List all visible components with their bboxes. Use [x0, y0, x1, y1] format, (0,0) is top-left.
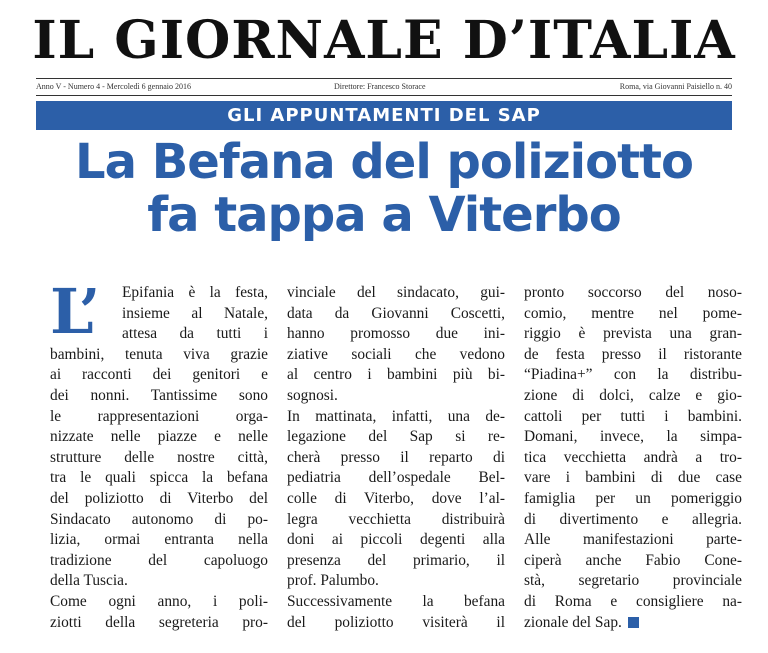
- article-line: ziotti della segreteria pro-: [50, 613, 268, 631]
- article-line: Alle manifestazioni parte-: [524, 531, 742, 549]
- article-column-1: [50, 275, 268, 633]
- article-line: doni ai piccoli degenti alla: [287, 531, 505, 549]
- article-line: hanno promosso due ini-: [287, 325, 505, 343]
- masthead-title: IL GIORNALE D’ITALIA: [32, 10, 736, 71]
- article-line: zionale del Sap.: [524, 613, 742, 634]
- article-line: nizzate nelle piazze e nelle: [50, 428, 268, 446]
- article-line: cattoli per tutti i bambini.: [524, 407, 742, 425]
- article-line: comio, mentre nel pome-: [524, 304, 742, 322]
- article-line: insieme al Natale,: [122, 304, 268, 322]
- masthead-top-rule: [36, 78, 732, 79]
- article-line: della Tuscia.: [50, 572, 128, 590]
- article-line: Domani, invece, la simpa-: [524, 428, 742, 446]
- article-line: bambini, tenuta viva grazie: [50, 345, 268, 363]
- article-line: stà, segretario provinciale: [524, 572, 742, 590]
- article-line: pediatria dell’ospedale Bel-: [287, 469, 505, 487]
- article-line: sognosi.: [287, 386, 338, 404]
- article-line: colle di Viterbo, dove l’al-: [287, 489, 505, 507]
- article-line: In mattinata, infatti, una de-: [287, 407, 505, 425]
- article-line: riggio è prevista una gran-: [524, 325, 742, 343]
- article-line: tra le quali spicca la befana: [50, 469, 268, 487]
- article-line: ciperà anche Fabio Cone-: [524, 551, 742, 569]
- article-line: del poliziotto visiterà il: [287, 613, 505, 631]
- masthead-info-line: [36, 81, 732, 93]
- end-square-icon: [628, 617, 639, 628]
- article-line: legra vecchietta distribuirà: [287, 510, 505, 528]
- address-info: Roma, via Giovanni Paisiello n. 40: [619, 82, 732, 91]
- article-line: zione di dolci, calze e gio-: [524, 386, 742, 404]
- article-line: prof. Palumbo.: [287, 572, 379, 590]
- article-line: dei nonni. Tantissime sono: [50, 386, 268, 404]
- article-line: Epifania è la festa,: [122, 284, 268, 301]
- article-line: le rappresentazioni orga-: [50, 407, 268, 425]
- issue-info: Anno V - Numero 4 - Mercoledì 6 gennaio 2016: [36, 82, 192, 91]
- article-column-3: [524, 283, 742, 633]
- article-line: “Piadina+” con la distribu-: [524, 366, 742, 384]
- article-line: ziative sociali che vedono: [287, 345, 505, 363]
- article-line: tica vecchietta andrà a tro-: [524, 448, 742, 466]
- article-headline: [36, 136, 732, 242]
- article-line: vinciale del sindacato, gui-: [287, 284, 505, 301]
- article-line: vare i bambini di due case: [524, 469, 742, 487]
- article-line: del poliziotto di Viterbo del: [50, 489, 268, 507]
- article-line: tradizione del capoluogo: [50, 551, 268, 569]
- article-line: legazione del Sap si re-: [287, 428, 505, 446]
- article-line: Successivamente la befana: [287, 592, 505, 610]
- article-line: presenza del primario, il: [287, 551, 505, 569]
- article-line: ai racconti dei genitori e: [50, 366, 268, 384]
- article-line: al centro i bambini più bi-: [287, 366, 505, 384]
- article-line: lizia, ormai entranta nella: [50, 531, 268, 549]
- article-kicker: GLI APPUNTAMENTI DEL SAP: [36, 101, 732, 130]
- article-line: di Roma e consigliere na-: [524, 592, 742, 610]
- article-line: de festa presso il ristorante: [524, 345, 742, 363]
- headline-line: La Befana del poliziotto: [75, 134, 693, 190]
- drop-cap: L’: [50, 275, 101, 348]
- article-line: data da Giovanni Coscetti,: [287, 304, 505, 322]
- article-line: attesa da tutti i: [122, 325, 268, 343]
- article-line: strutture delle nostre città,: [50, 448, 268, 466]
- article-line: pronto soccorso del noso-: [524, 284, 742, 301]
- masthead-bottom-rule: [36, 95, 732, 96]
- article-column-2: [287, 283, 505, 633]
- director-info: Direttore: Francesco Storace: [334, 82, 426, 91]
- article-line: famiglia per un pomeriggio: [524, 489, 742, 507]
- article-line: Sindacato autonomo di po-: [50, 510, 268, 528]
- article-line: cherà presso il reparto di: [287, 448, 505, 466]
- headline-line: fa tappa a Viterbo: [147, 187, 621, 243]
- article-line: Come ogni anno, i poli-: [50, 592, 268, 610]
- article-line: di divertimento e allegria.: [524, 510, 742, 528]
